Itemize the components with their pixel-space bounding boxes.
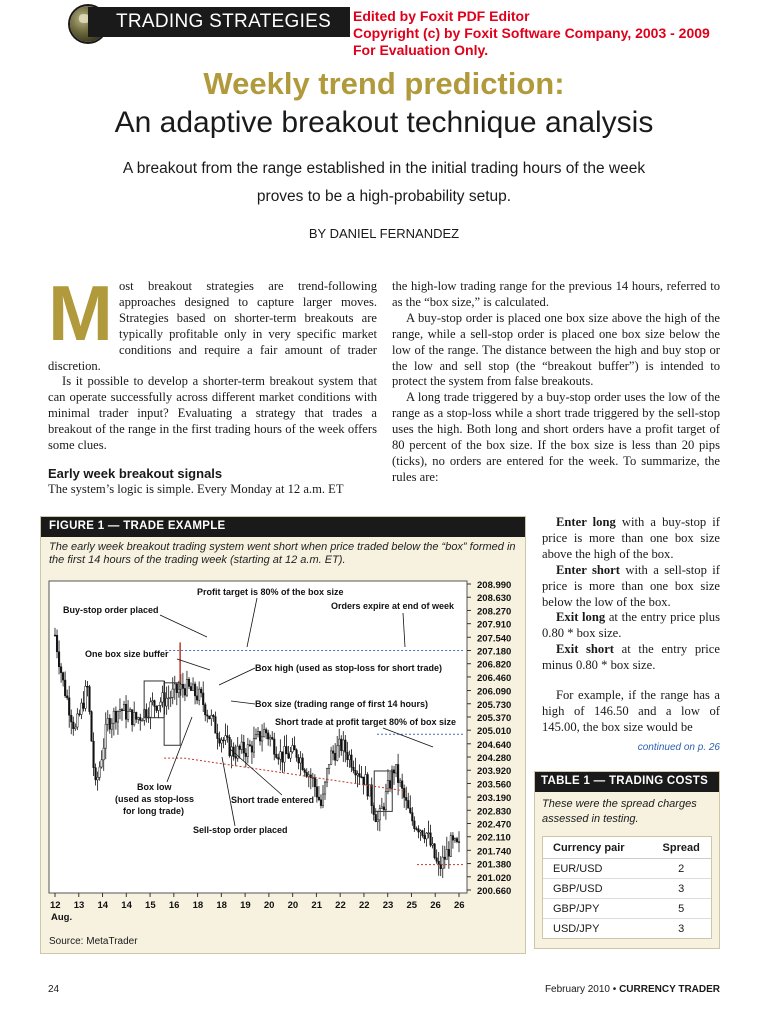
rule-item: Enter short with a sell-stop if price is more than one box size below the low of the box. (542, 562, 720, 609)
candle-body (422, 831, 424, 836)
annotation-buy-stop: Buy-stop order placed (63, 605, 159, 615)
candle-body (395, 764, 397, 773)
candle-body (162, 693, 164, 702)
candle-body (239, 746, 241, 749)
candle-body (401, 781, 403, 789)
candle-body (66, 696, 68, 698)
candle-body (318, 797, 320, 800)
candle-body (129, 710, 131, 712)
candle-body (444, 857, 446, 859)
candle-body (322, 794, 324, 806)
paragraph: For example, if the range has a high of 146.50 and a low of 145.00, the box size would be (542, 688, 720, 734)
x-tick-label: 22 (335, 900, 346, 911)
candle-body (363, 777, 365, 785)
deck-line-2: proves to be a high-probability setup. (256, 188, 512, 205)
candle-body (424, 836, 426, 839)
paragraph: A buy-stop order is placed one box size above the high of the range, while a sell-stop order is placed one box size below the low of the range. The distance between the high and buy stop or the low and sell stop (the “breakout buffer”) is intended to protect the system from false breakouts. (392, 310, 720, 389)
cell-spread: 2 (647, 859, 711, 879)
column-header: Spread (647, 837, 711, 859)
y-tick-label: 201.380 (477, 859, 512, 871)
paragraph: A long trade triggered by a buy-stop order uses the low of the range as a stop-loss while a short trade triggered by the sell-stop uses the high. Both long and short orders have a profit target of 80 percent of the box size. If the box size is less than 20 pips (ticks), no orders are entered for the week. To summarize, the rules are: (392, 390, 720, 484)
candle-body (271, 737, 273, 739)
x-tick-label: 18 (216, 900, 227, 911)
candle-body (60, 667, 62, 673)
x-tick-label: 18 (192, 900, 204, 911)
candle-body (316, 787, 318, 797)
candle-body (64, 680, 66, 696)
candle-body (131, 710, 133, 725)
x-tick-label: 16 (168, 900, 180, 911)
candle-body (156, 706, 158, 710)
candle-body (97, 777, 99, 780)
figure-caption: The early week breakout trading system went short when price traded below the “box” formed in the first 14 hours of the trading week (starting at 12 a.m. ET). (49, 541, 516, 566)
candle-body (192, 684, 194, 691)
candle-body (414, 821, 416, 829)
y-tick-label: 205.730 (477, 699, 512, 711)
table-header: TABLE 1 — TRADING COSTS (535, 772, 719, 792)
candle-body (387, 781, 389, 792)
candle-body (379, 809, 381, 820)
byline: BY DANIEL FERNANDEZ (308, 226, 460, 241)
candle-body (245, 753, 247, 756)
candle-body (275, 754, 277, 757)
x-tick-label: 26 (454, 900, 465, 911)
candle-body (409, 808, 411, 813)
table-1 (534, 771, 720, 949)
candle-body (227, 736, 229, 738)
candle-body (259, 731, 261, 741)
candle-body (174, 684, 176, 689)
candle-body (141, 720, 143, 721)
candle-body (105, 724, 107, 748)
candle-body (101, 760, 103, 767)
watermark-line-1: Edited by Foxit PDF Editor (353, 8, 530, 24)
candle-body (440, 865, 442, 869)
candle-body (198, 689, 200, 700)
candle-body (430, 833, 432, 845)
candle-body (448, 849, 450, 856)
y-tick-label: 207.180 (477, 646, 512, 658)
x-tick-label: 23 (382, 900, 394, 911)
candle-body (434, 844, 436, 858)
y-tick-label: 203.920 (477, 766, 512, 778)
candle-body (204, 705, 206, 715)
column-header: Currency pair (543, 837, 647, 859)
candle-body (357, 774, 359, 775)
y-tick-label: 202.830 (477, 806, 512, 818)
candle-body (223, 740, 225, 741)
candle-body (123, 704, 125, 710)
candle-body (133, 712, 135, 724)
candle-body (278, 758, 280, 760)
candle-body (146, 710, 148, 718)
annotation-box-size: Box size (trading range of first 14 hours) (255, 699, 429, 709)
paragraph: Most breakout strategies are trend-following approaches designed to capture larger moves. Strategies based on shorter-term breakouts are typically profitable only in very specific market conditions and require a fair amount of trader discretion. (48, 269, 377, 373)
candle-body (257, 731, 259, 734)
candle-body (353, 767, 355, 770)
rule-item: Exit long at the entry price plus 0.80 * box size. (542, 610, 720, 641)
candle-body (247, 745, 249, 757)
candle-body (436, 858, 438, 861)
cell-spread: 3 (678, 923, 685, 935)
y-tick-label: 204.280 (477, 753, 512, 765)
candle-body (261, 737, 263, 741)
candle-body (154, 701, 156, 707)
candle-body (83, 703, 85, 708)
candle-body (296, 750, 298, 758)
annotation-box-low-3: for long trade) (123, 806, 184, 816)
candle-body (103, 748, 105, 760)
candle-body (442, 857, 444, 869)
price-chart (47, 577, 521, 929)
candle-body (113, 711, 115, 723)
candle-body (263, 730, 265, 737)
annotation-profit-target: Profit target is 80% of the box size (197, 587, 344, 597)
candle-body (115, 711, 117, 722)
annotation-short-target: Short trade at profit target 80% of box size (275, 717, 457, 727)
candle-body (324, 782, 326, 794)
annotation-box-low: Box low (137, 782, 172, 792)
candle-body (56, 635, 58, 652)
candle-body (54, 635, 56, 636)
candle-body (62, 673, 64, 680)
section-header-bar (88, 7, 350, 37)
candle-body (393, 770, 395, 773)
candle-body (282, 752, 284, 762)
candle-body (407, 800, 409, 808)
article-subtitle: An adaptive breakout technique analysis (114, 106, 654, 139)
candle-body (389, 781, 391, 789)
x-tick-label: 20 (263, 900, 275, 911)
candle-body (300, 758, 302, 763)
y-tick-label: 206.820 (477, 659, 512, 671)
candle-body (375, 815, 377, 822)
candle-body (284, 746, 286, 762)
y-tick-label: 207.540 (477, 633, 512, 645)
drop-cap: M (48, 269, 113, 357)
candle-body (454, 839, 456, 841)
candle-body (450, 836, 452, 857)
watermark-line-2: Copyright (c) by Foxit Software Company, 2003 - 2009 (353, 25, 710, 41)
y-tick-label: 201.020 (477, 872, 512, 884)
watermark (353, 8, 710, 59)
candle-body (172, 689, 174, 697)
candle-body (290, 752, 292, 758)
cell-pair: GBP/USD (543, 879, 647, 899)
candle-body (166, 698, 168, 706)
candle-body (235, 757, 237, 759)
candle-body (418, 829, 420, 832)
candle-body (452, 836, 454, 840)
column-1 (48, 269, 377, 498)
section-heading: Early week breakout signals (48, 465, 223, 481)
column-3 (542, 515, 720, 756)
candle-body (229, 737, 231, 756)
candle-body (340, 739, 342, 751)
candle-body (135, 712, 137, 719)
figure-1 (40, 516, 526, 954)
candle-body (269, 737, 271, 739)
candle-body (355, 770, 357, 775)
candle-body (326, 769, 328, 782)
y-tick-label: 208.270 (477, 606, 512, 618)
candle-body (298, 757, 300, 762)
candle-body (139, 718, 141, 721)
candle-body (255, 734, 257, 738)
candle-body (273, 739, 275, 754)
candle-body (345, 740, 347, 752)
candle-body (77, 714, 79, 727)
y-tick-label: 203.190 (477, 793, 512, 805)
candle-body (168, 698, 170, 699)
candle-body (334, 753, 336, 760)
y-tick-label: 206.460 (477, 672, 512, 684)
rule-item: Enter long with a buy-stop if price is more than one box size above the high of the box. (542, 515, 720, 561)
candle-body (288, 754, 290, 758)
candle-body (294, 745, 296, 749)
candle-body (265, 730, 267, 733)
candle-body (456, 839, 458, 842)
candle-body (95, 768, 97, 780)
candle-body (397, 764, 399, 782)
table-caption: These were the spread charges assessed in testing. (542, 798, 697, 825)
candle-body (170, 697, 172, 698)
x-tick-label: 15 (145, 900, 156, 911)
candle-body (58, 652, 60, 667)
candle-body (342, 740, 344, 751)
candle-body (117, 712, 119, 722)
annotation-short-entered: Short trade entered (231, 795, 315, 805)
candle-body (109, 718, 111, 729)
section-label: TRADING STRATEGIES (116, 11, 332, 32)
candle-body (206, 715, 208, 716)
table-header-row (543, 837, 711, 859)
candle-body (420, 831, 422, 832)
x-tick-label: 12 (50, 900, 61, 911)
candle-body (385, 791, 387, 809)
candle-body (338, 739, 340, 746)
x-tick-label: 13 (73, 900, 85, 911)
candle-body (328, 764, 330, 768)
cell-pair: EUR/USD (543, 859, 647, 879)
rule-item: Exit short at the entry price minus 0.80 * box size. (542, 642, 720, 673)
candle-body (267, 733, 269, 739)
candle-body (351, 755, 353, 767)
y-tick-label: 206.090 (477, 686, 512, 698)
candle-body (79, 714, 81, 715)
x-tick-label: 14 (97, 900, 109, 911)
y-tick-label: 207.910 (477, 619, 512, 631)
candle-body (432, 844, 434, 845)
y-tick-label: 205.010 (477, 726, 512, 738)
candle-body (186, 679, 188, 695)
candle-body (217, 733, 219, 738)
candle-body (158, 705, 160, 710)
candle-body (347, 752, 349, 760)
x-sublabel: Aug. (51, 912, 73, 923)
candle-body (75, 727, 77, 729)
candle-body (438, 861, 440, 864)
candle-body (225, 736, 227, 740)
candle-body (405, 797, 407, 800)
candle-body (249, 745, 251, 746)
candle-body (292, 745, 294, 751)
candle-body (70, 715, 72, 722)
page-number: 24 (48, 984, 60, 995)
candle-body (314, 778, 316, 787)
x-tick-label: 14 (121, 900, 132, 911)
x-tick-label: 25 (406, 900, 418, 911)
candle-body (371, 785, 373, 806)
candle-body (85, 686, 87, 708)
candle-body (369, 785, 371, 796)
table-body (542, 836, 712, 939)
candle-body (107, 718, 109, 724)
x-tick-label: 26 (430, 900, 441, 911)
candle-body (194, 684, 196, 696)
candle-body (152, 701, 154, 702)
candle-body (403, 788, 405, 797)
table-row (543, 899, 711, 919)
annotation-box-high: Box high (used as stop-loss for short trade) (255, 663, 443, 673)
table-row (543, 919, 711, 939)
candle-body (211, 715, 213, 718)
candle-body (87, 686, 89, 687)
candle-body (412, 813, 414, 821)
candle-body (219, 739, 221, 744)
y-tick-label: 204.640 (477, 739, 512, 751)
y-tick-label: 202.470 (477, 819, 512, 831)
candle-body (200, 689, 202, 693)
candle-body (184, 688, 186, 695)
candle-body (72, 722, 74, 729)
article-title: Weekly trend prediction: (203, 66, 565, 101)
annotation-sell-stop: Sell-stop order placed (193, 825, 288, 835)
candle-body (241, 742, 243, 749)
candle-body (111, 723, 113, 729)
candle-body (125, 704, 127, 719)
candle-body (426, 833, 428, 839)
candle-body (121, 710, 123, 711)
candle-body (221, 740, 223, 743)
watermark-line-3: For Evaluation Only. (353, 42, 489, 58)
candle-body (359, 774, 361, 777)
candle-body (349, 755, 351, 760)
cell-spread: 3 (647, 879, 711, 899)
candle-body (399, 781, 401, 783)
candle-body (361, 777, 363, 778)
candle-body (253, 739, 255, 753)
candle-body (182, 684, 184, 688)
candle-body (176, 684, 178, 693)
candle-body (89, 687, 91, 712)
candle-body (68, 698, 70, 715)
y-tick-label: 208.630 (477, 593, 512, 605)
continued-link[interactable]: continued on p. 26 (637, 741, 720, 753)
candle-body (196, 696, 198, 700)
y-tick-label: 200.660 (477, 886, 512, 897)
deck-line-1: A breakout from the range established in the initial trading hours of the week (122, 160, 646, 177)
candle-body (302, 758, 304, 770)
x-tick-label: 22 (358, 900, 370, 911)
candle-body (416, 829, 418, 830)
candle-body (330, 751, 332, 764)
annotation-box-low-2: (used as stop-loss (115, 794, 195, 804)
candle-body (243, 742, 245, 753)
x-tick-label: 19 (240, 900, 251, 911)
table-row (543, 859, 711, 879)
annotation-buffer: One box size buffer (85, 649, 169, 659)
candle-body (377, 820, 379, 822)
article-deck (120, 155, 648, 211)
paragraph: The system’s logic is simple. Every Monday at 12 a.m. ET (48, 481, 344, 496)
footer-magazine: February 2010 • CURRENCY TRADER (544, 984, 720, 995)
candle-body (93, 741, 95, 768)
column-2 (392, 279, 720, 486)
y-tick-label: 208.990 (477, 580, 512, 591)
y-tick-label: 202.110 (477, 832, 511, 844)
candle-body (446, 849, 448, 859)
candle-body (119, 710, 121, 712)
candle-body (365, 775, 367, 785)
cell-pair: USD/JPY (553, 923, 600, 935)
candle-body (150, 702, 152, 717)
candle-body (381, 807, 383, 809)
paragraph: the high-low trading range for the previous 14 hours, referred to as the “box size,” is calculated. (392, 279, 720, 309)
x-tick-label: 21 (311, 900, 322, 911)
candle-body (81, 703, 83, 715)
candle-body (190, 686, 192, 690)
candle-body (383, 807, 385, 810)
paragraph: Is it possible to develop a shorter-term breakout system that can operate successfully across different market conditions with minimal trader input? Evaluating a strategy that trades a breakout of the range in the first trading hours of the week offers some clues. (48, 374, 377, 453)
y-tick-label: 203.560 (477, 779, 512, 791)
candle-body (332, 751, 334, 753)
cell-spread: 5 (647, 899, 711, 919)
x-tick-label: 20 (287, 900, 299, 911)
candle-body (428, 833, 430, 834)
candle-body (213, 715, 215, 716)
candle-body (127, 711, 129, 719)
candle-body (320, 800, 322, 806)
figure-header: FIGURE 1 — TRADE EXAMPLE (41, 517, 525, 537)
candle-body (208, 716, 210, 719)
y-tick-label: 205.370 (477, 712, 512, 724)
candle-body (160, 702, 162, 705)
annotation-orders-expire: Orders expire at end of week (331, 601, 455, 611)
cell-pair: GBP/JPY (543, 899, 647, 919)
candle-body (202, 693, 204, 705)
candle-body (137, 718, 139, 720)
candle-body (215, 717, 217, 734)
candle-body (280, 752, 282, 759)
candle-body (251, 746, 253, 752)
candle-body (99, 767, 101, 777)
candle-body (336, 746, 338, 760)
candle-body (178, 689, 180, 692)
candle-body (91, 712, 93, 742)
candle-body (304, 770, 306, 773)
table-row (543, 879, 711, 899)
candle-body (458, 842, 460, 843)
candle-body (188, 679, 190, 686)
y-tick-label: 201.740 (477, 846, 512, 858)
figure-source: Source: MetaTrader (49, 936, 138, 947)
candle-body (286, 746, 288, 753)
